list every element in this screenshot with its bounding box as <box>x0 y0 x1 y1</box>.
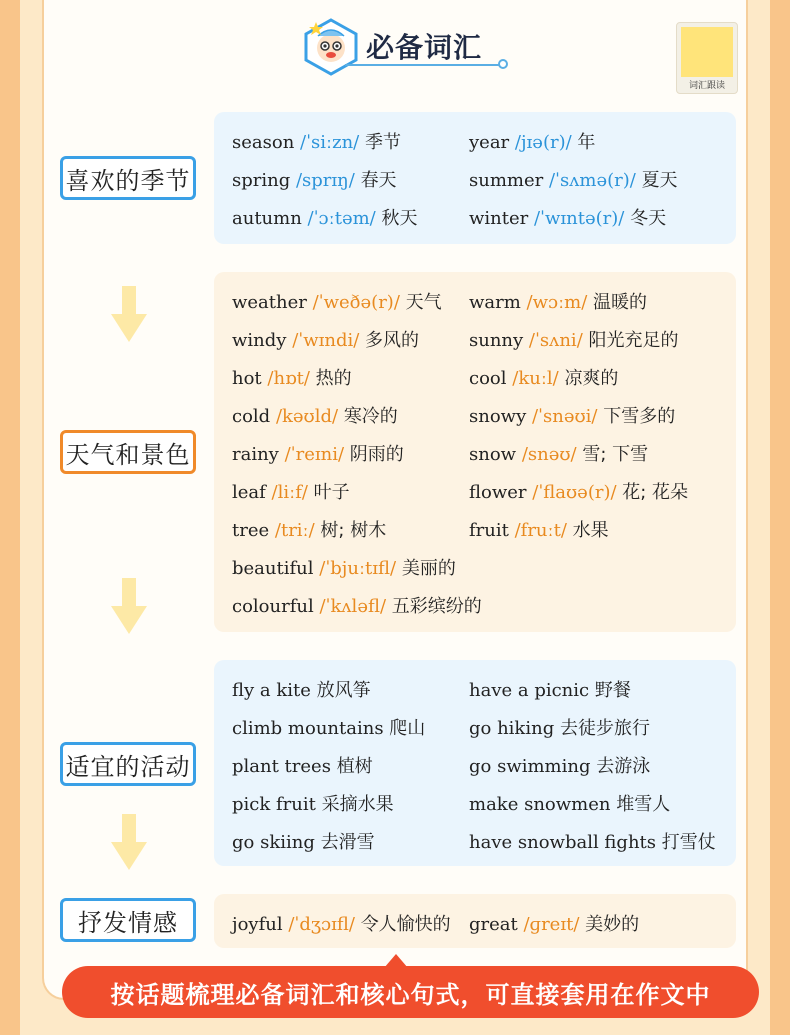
activity-row: climb mountains 爬山 <box>232 718 426 739</box>
word-row: weather /ˈweðə(r)/ 天气 <box>232 292 442 313</box>
word-row: sunny /ˈsʌni/ 阳光充足的 <box>469 330 679 351</box>
word-row: tree /triː/ 树; 树木 <box>232 520 387 541</box>
frame-right <box>770 0 790 1035</box>
weather-tag: 天气和景色 <box>60 430 196 474</box>
activity-row: have snowball fights 打雪仗 <box>469 832 716 853</box>
word-row: snowy /ˈsnəʊi/ 下雪多的 <box>469 406 676 427</box>
word-row: joyful /ˈdʒɔɪfl/ 令人愉快的 <box>232 914 451 935</box>
word-row: year /jɪə(r)/ 年 <box>469 132 596 153</box>
seasons-tag: 喜欢的季节 <box>60 156 196 200</box>
down-arrow-icon <box>109 576 149 636</box>
activity-row: have a picnic 野餐 <box>469 680 631 701</box>
down-arrow-icon <box>109 284 149 344</box>
down-arrow-icon <box>109 812 149 872</box>
word-row: cold /kəʊld/ 寒冷的 <box>232 406 398 427</box>
activity-row: go hiking 去徒步旅行 <box>469 718 650 739</box>
word-row: windy /ˈwɪndi/ 多风的 <box>232 330 420 351</box>
feelings-tag: 抒发情感 <box>60 898 196 942</box>
title-underline-dot <box>498 59 508 69</box>
activity-row: fly a kite 放风筝 <box>232 680 371 701</box>
title-underline <box>345 64 500 66</box>
word-row: hot /hɒt/ 热的 <box>232 368 352 389</box>
word-row: autumn /ˈɔːtəm/ 秋天 <box>232 208 418 229</box>
word-row: season /ˈsiːzn/ 季节 <box>232 132 401 153</box>
word-row: colourful /ˈkʌləfl/ 五彩缤纷的 <box>232 596 482 617</box>
activity-row: go skiing 去滑雪 <box>232 832 375 853</box>
qr-label: 词汇跟读 <box>688 81 725 91</box>
word-row: beautiful /ˈbjuːtɪfl/ 美丽的 <box>232 558 456 579</box>
activity-row: plant trees 植树 <box>232 756 373 777</box>
activity-row: pick fruit 采摘水果 <box>232 794 394 815</box>
word-row: leaf /liːf/ 叶子 <box>232 482 350 503</box>
word-row: fruit /fruːt/ 水果 <box>469 520 609 541</box>
mascot-logo-icon <box>300 16 362 76</box>
activity-row: make snowmen 堆雪人 <box>469 794 671 815</box>
activities-tag: 适宜的活动 <box>60 742 196 786</box>
word-row: spring /sprɪŋ/ 春天 <box>232 170 397 191</box>
word-row: cool /kuːl/ 凉爽的 <box>469 368 619 389</box>
bottom-banner: 按话题梳理必备词汇和核心句式，可直接套用在作文中 <box>62 966 759 1018</box>
word-row: summer /ˈsʌmə(r)/ 夏天 <box>469 170 678 191</box>
read-along-qr[interactable] <box>676 22 738 94</box>
word-row: snow /snəʊ/ 雪; 下雪 <box>469 444 649 465</box>
word-row: flower /ˈflaʊə(r)/ 花; 花朵 <box>469 482 689 503</box>
frame-left <box>0 0 20 1035</box>
qr-code-icon <box>681 27 733 77</box>
activity-row: go swimming 去游泳 <box>469 756 651 777</box>
word-row: warm /wɔːm/ 温暖的 <box>469 292 648 313</box>
word-row: great /ɡreɪt/ 美妙的 <box>469 914 640 935</box>
word-row: rainy /ˈreɪni/ 阴雨的 <box>232 444 404 465</box>
page-title: 必备词汇 <box>366 31 483 64</box>
word-row: winter /ˈwɪntə(r)/ 冬天 <box>469 208 667 229</box>
